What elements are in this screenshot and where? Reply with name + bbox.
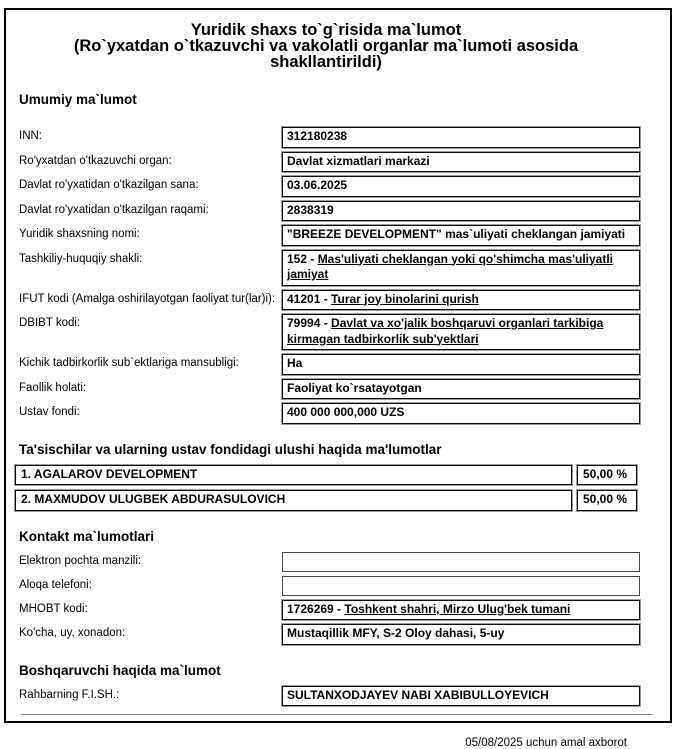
field-row: [19, 403, 637, 424]
report-page: [4, 8, 672, 749]
field-code: 1726269 -: [287, 601, 345, 616]
field-row: [19, 201, 637, 222]
field-value-box: [282, 314, 640, 350]
field-value-box: 312180238: [282, 127, 640, 148]
section-rows-contacts: [19, 552, 637, 645]
field-row: [19, 290, 637, 311]
field-value-link[interactable]: Davlat va xo'jalik boshqaruvi organlari tarkibiga kirmagan tadbirkorlik sub'yektlari: [287, 316, 604, 346]
field-row: [19, 379, 637, 400]
field-row: [19, 225, 637, 246]
field-value-box: [282, 600, 640, 621]
field-label: Ko'cha, uy, xonadon:: [19, 627, 126, 639]
field-value-box: "BREEZE DEVELOPMENT" mas`uliyati cheklangan jamiyati: [282, 225, 640, 246]
field-row: [19, 552, 637, 572]
field-label: Elektron pochta manzili:: [19, 554, 142, 567]
founder-name-box: 2. MAXMUDOV ULUGBEK ABDURASULOVICH: [15, 490, 572, 511]
field-row: [19, 127, 637, 148]
field-label: Rahbarning F.I.SH.:: [19, 688, 120, 701]
section-heading-general: Umumiy ma`lumot: [19, 92, 137, 107]
field-row: [19, 600, 637, 621]
founder-share-box: 50,00 %: [577, 465, 637, 486]
footer-divider: [21, 714, 653, 715]
field-code: 79994 -: [287, 316, 332, 330]
page-subtitle: (Ro`yxatdan o`tkazuvchi va vakolatli organlar ma`lumoti asosida shakllantirildi): [73, 37, 579, 71]
field-row: [19, 314, 637, 350]
section-rows-general: [19, 127, 637, 424]
field-value-box: Faoliyat ko`rsatayotgan: [282, 379, 640, 400]
field-label: Davlat ro'yxatidan o'tkazilgan sana:: [19, 179, 199, 191]
field-value-box: 400 000 000,000 UZS: [282, 403, 640, 424]
field-value-box: 2838319: [282, 201, 640, 222]
field-row: [19, 576, 637, 596]
field-label: Ro'yxatdan o'tkazuvchi organ:: [19, 154, 172, 167]
field-label: MHOBT kodi:: [19, 602, 88, 615]
field-row: [19, 624, 637, 645]
section-heading-manager: Boshqaruvchi haqida ma`lumot: [19, 662, 221, 678]
report-body: [15, 92, 637, 706]
field-label: Yuridik shaxsning nomi:: [19, 228, 140, 240]
founder-row: [15, 490, 637, 511]
field-value-box: [282, 552, 640, 572]
field-value-box: 03.06.2025: [282, 176, 640, 197]
field-label: INN:: [19, 130, 42, 142]
field-value-box: [282, 290, 640, 311]
field-row: [19, 354, 637, 375]
field-row: [19, 686, 637, 707]
field-label: Kichik tadbirkorlik sub`ektlariga mansubligi:: [19, 357, 239, 369]
field-label: Davlat ro'yxatidan o'tkazilgan raqami:: [19, 203, 209, 216]
section-rows-manager: [19, 686, 637, 707]
field-label: Ustav fondi:: [19, 406, 80, 418]
field-row: [19, 152, 637, 173]
field-label: DBIBT kodi:: [19, 317, 81, 329]
founder-row: [15, 465, 637, 486]
field-value-box: Davlat xizmatlari markazi: [282, 152, 640, 173]
field-label: Faollik holati:: [19, 381, 87, 394]
section-heading-contacts: Kontakt ma`lumotlari: [19, 528, 155, 544]
founder-name-box: 1. AGALAROV DEVELOPMENT: [15, 465, 572, 486]
field-label: Aloqa telefoni:: [19, 578, 92, 591]
section-heading-founders: Ta'sischilar va ularning ustav fondidagi ulushi haqida ma'lumotlar: [19, 441, 442, 457]
field-label: Tashkiliy-huquqiy shakli:: [19, 252, 143, 265]
founders-table: [15, 465, 637, 511]
page-title: Yuridik shaxs to`g`risida ma`lumot: [190, 21, 462, 39]
field-value-box: [282, 250, 640, 286]
field-code: 152 -: [287, 251, 318, 266]
field-value-box: Mustaqillik MFY, S-2 Oloy dahasi, 5-uy: [282, 624, 640, 645]
field-value-box: SULTANXODJAYEV NABI XABIBULLOYEVICH: [282, 686, 640, 707]
founder-share-box: 50,00 %: [577, 490, 637, 511]
report-date-note: 05/08/2025 uchun amal axborot: [465, 737, 627, 749]
field-row: [19, 250, 637, 286]
field-value-box: [282, 576, 640, 596]
field-code: 41201 -: [287, 291, 332, 306]
field-row: [19, 176, 637, 197]
field-value-link[interactable]: Toshkent shahri, Mirzo Ulug'bek tumani: [344, 601, 571, 616]
field-value-link[interactable]: Mas'uliyati cheklangan yoki qo'shimcha mas'uliyatli jamiyat: [287, 251, 614, 281]
field-value-link[interactable]: Turar joy binolarini qurish: [331, 291, 479, 306]
field-label: IFUT kodi (Amalga oshirilayotgan faoliyat tur(lar)i):: [19, 292, 276, 305]
field-value-box: Ha: [282, 354, 640, 375]
